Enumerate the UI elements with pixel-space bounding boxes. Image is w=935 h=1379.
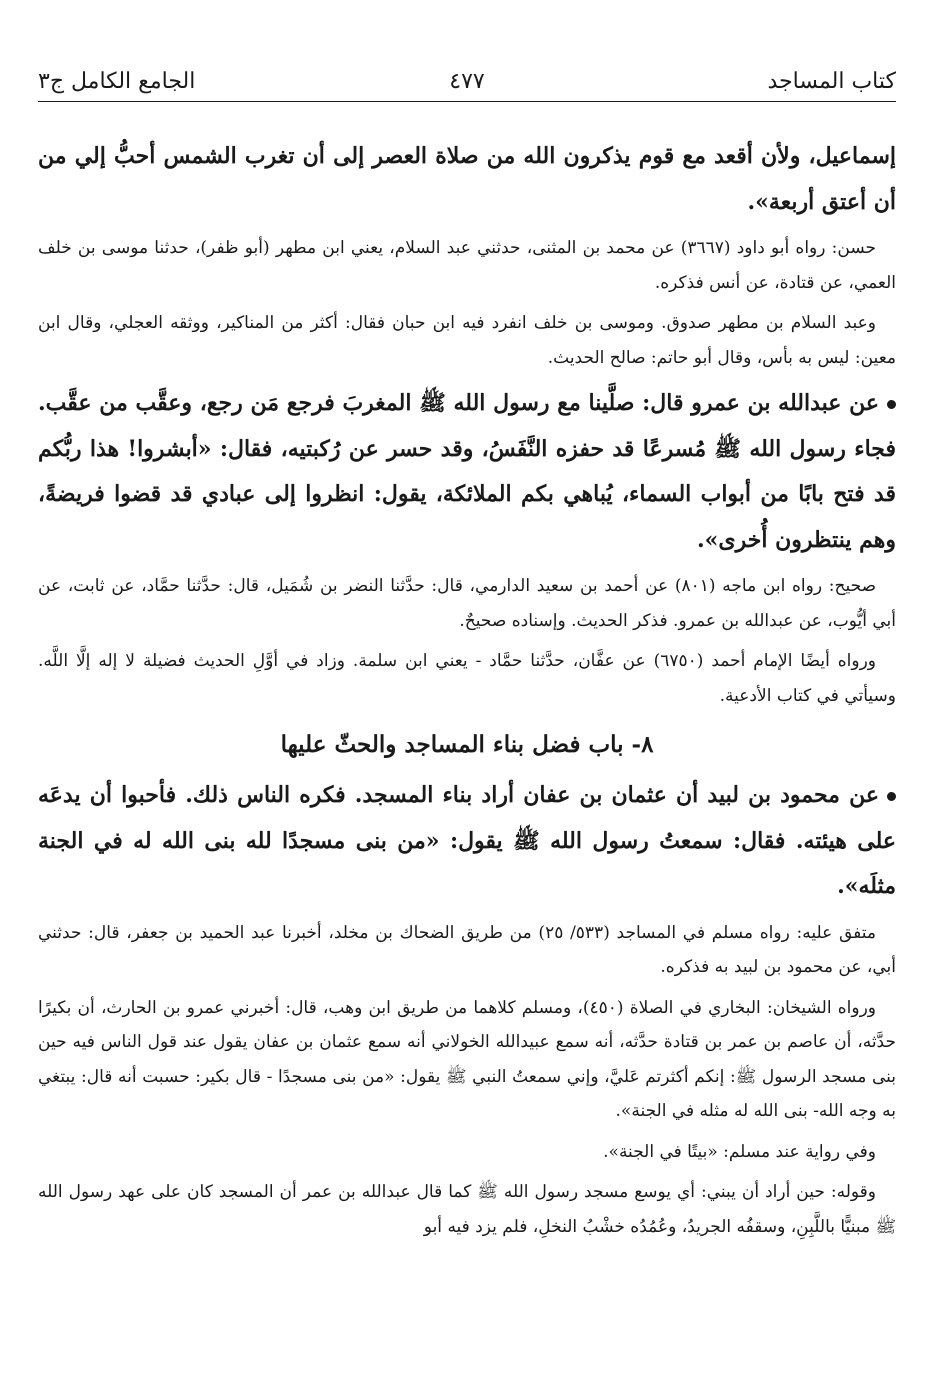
paragraph-text: وعبد السلام بن مطهر صدوق. وموسى بن خلف انفرد فيه ابن حبان فقال: أكثر من المناكير، ووثقه العجلي، وقال ابن معين: ليس به بأس، وقال أبو حاتم: صالح الحديث. bbox=[38, 313, 896, 368]
takhrij-note bbox=[38, 644, 896, 713]
page-content bbox=[38, 134, 896, 1250]
paragraph-text: ورواه الشيخان: البخاري في الصلاة (٤٥٠)، ومسلم كلاهما من طريق ابن وهب، قال: أخبرني عمرو بن الحارث، أن بكيرًا حدَّثه، أن عاصم بن عمر بن قتادة حدَّثه، أنه سمع عبيدالله الخولاني أنه سمع عثمان بن عفان يقول عند قول الناس فيه حين بنى مسجد الرسول ﷺ: إنكم أكثرتم عَليَّ، وإني سمعتُ النبي ﷺ يقول: «من بنى مسجدًا - قال بكير: حسبت أنه قال: يبتغي به وجه الله- بنى الله له مثله في الجنة». bbox=[38, 997, 896, 1121]
paragraph-text: عن عبدالله بن عمرو قال: صلَّينا مع رسول الله ﷺ المغربَ فرجع مَن رجع، وعقَّب من عقَّب. فجاء رسول الله ﷺ مُسرعًا قد حفزه النَّفَسُ، وقد حسر عن رُكبتيه، فقال: «أبشروا! هذا ربُّكم قد فتح بابًا من أبواب السماء، يُباهي بكم الملائكة، يقول: انظروا إلى عبادي قد قضوا فريضةً، وهم ينتظرون أُخرى». bbox=[38, 390, 896, 553]
paragraph-text: إسماعيل، ولأن أقعد مع قوم يذكرون الله من صلاة العصر إلى أن تغرب الشمس أحبُّ إلي من أن أعتق أربعة». bbox=[38, 143, 896, 215]
chapter-title: كتاب المساجد bbox=[767, 69, 896, 94]
page-header bbox=[38, 60, 896, 100]
paragraph-text: صحيح: رواه ابن ماجه (٨٠١) عن أحمد بن سعيد الدارمي، قال: حدَّثنا النضر بن شُمَيل، قال: حدَّثنا حمَّاد، عن ثابت، عن أبي أيُّوب، عن عبدالله بن عمرو. فذكر الحديث. وإسناده صحيحٌ. bbox=[38, 576, 896, 631]
book-page bbox=[38, 0, 896, 1379]
header-divider bbox=[38, 101, 896, 102]
commentary-note bbox=[38, 1175, 896, 1244]
takhrij-note bbox=[38, 916, 896, 985]
paragraph-text: وفي رواية عند مسلم: «بيتًا في الجنة». bbox=[603, 1141, 876, 1162]
paragraph-text: ورواه أيضًا الإمام أحمد (٦٧٥٠) عن عفَّان، حدَّثنا حمَّاد - يعني ابن سلمة. وزاد في أوَّلِ الحديث فضيلة لا إله إلَّا اللَّه. وسيأتي في كتاب الأدعية. bbox=[38, 651, 896, 706]
narrator-note bbox=[38, 306, 896, 375]
takhrij-note bbox=[38, 569, 896, 638]
hadith-continuation bbox=[38, 134, 896, 225]
hadith-text bbox=[38, 381, 896, 563]
takhrij-note bbox=[38, 1135, 896, 1170]
chapter-heading: ٨- باب فضل بناء المساجد والحثّ عليها bbox=[280, 731, 654, 758]
takhrij-note bbox=[38, 991, 896, 1129]
paragraph-text: عن محمود بن لبيد أن عثمان بن عفان أراد بناء المسجد. فكره الناس ذلك. فأحبوا أن يدعَه على هيئته. فقال: سمعتُ رسول الله ﷺ يقول: «من بنى مسجدًا لله بنى الله له في الجنة مثلَه». bbox=[38, 782, 896, 899]
page-number: ٤٧٧ bbox=[449, 69, 485, 94]
hadith-text bbox=[38, 773, 896, 910]
paragraph-text: متفق عليه: رواه مسلم في المساجد (٥٣٣/ ٢٥) من طريق الضحاك بن مخلد، أخبرنا عبد الحميد بن جعفر، قال: حدثني أبي، عن محمود بن لبيد به فذكره. bbox=[38, 922, 896, 977]
paragraph-text: وقوله: حين أراد أن يبني: أي يوسع مسجد رسول الله ﷺ كما قال عبدالله بن عمر أن المسجد كان على عهد رسول الله ﷺ مبنيًّا باللَّبِنِ، وسقفُه الجريدُ، وعُمُدُه خشْبُ النخلِ، فلم يزد فيه أبو bbox=[38, 1182, 896, 1237]
bullet-icon bbox=[887, 792, 896, 801]
paragraph-text: حسن: رواه أبو داود (٣٦٦٧) عن محمد بن المثنى، حدثني عبد السلام، يعني ابن مطهر (أبو ظفر)، حدثنا موسى بن خلف العمي، عن قتادة، عن أنس فذكره. bbox=[38, 238, 896, 293]
book-title: الجامع الكامل ج٣ bbox=[38, 69, 196, 94]
bullet-icon bbox=[887, 400, 896, 409]
takhrij-note bbox=[38, 231, 896, 300]
